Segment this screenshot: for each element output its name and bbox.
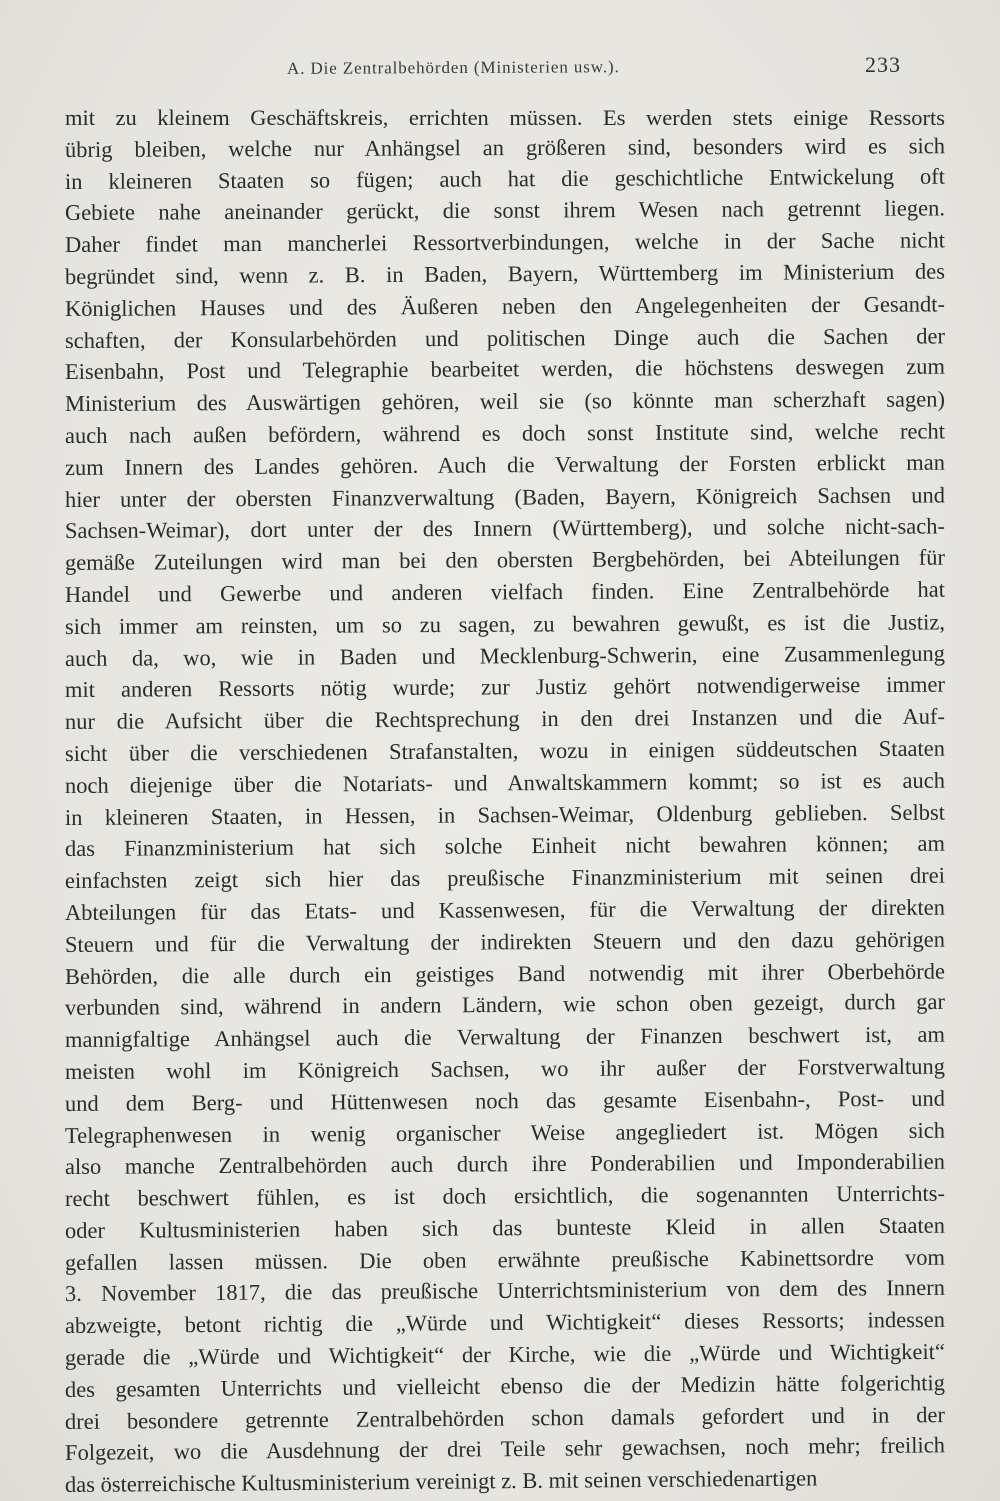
- text-line: Gebiete nahe aneinander gerückt, die sonst ihrem Wesen nach getrennt liegen.: [64, 195, 946, 226]
- text-line: nur die Aufsicht über die Rechtsprechung in den drei Instanzen und die Auf-: [64, 703, 946, 735]
- text-line: also manche Zentralbehörden auch durch ihre Ponderabilien und Imponderabilien: [64, 1148, 946, 1180]
- text-line: 3. November 1817, die das preußische Unterrichtsministerium von dem des Innern: [64, 1275, 946, 1307]
- text-line: gemäße Zuteilungen wird man bei den obersten Bergbehörden, bei Abteilungen für: [64, 544, 946, 576]
- text-line: Eisenbahn, Post und Telegraphie bearbeitet werden, die höchstens deswegen zum: [64, 353, 946, 385]
- text-line: übrig bleiben, welche nur Anhängsel an größeren sind, besonders wird es sich: [64, 132, 946, 162]
- text-line: hier unter der obersten Finanzverwaltung (Baden, Bayern, Königreich Sachsen und: [64, 481, 946, 512]
- text-line: Ministerium des Auswärtigen gehören, weil sie (so könnte man scherzhaft sagen): [64, 386, 946, 417]
- text-line: mit anderen Ressorts nötig wurde; zur Justiz gehört notwendigerweise immer: [64, 671, 946, 703]
- text-line: Behörden, die alle durch ein geistiges Band notwendig mit ihrer Oberbehörde: [64, 958, 946, 989]
- text-line: mannigfaltige Anhängsel auch die Verwaltung der Finanzen beschwert ist, am: [64, 1021, 946, 1053]
- text-line: oder Kultusministerien haben sich das bunteste Kleid in allen Staaten: [64, 1212, 946, 1243]
- text-line: mit zu kleinem Geschäftskreis, errichten müssen. Es werden stets einige Ressorts: [65, 105, 945, 130]
- text-line: gerade die „Würde und Wichtigkeit“ der Kirche, wie die „Würde und Wichtigkeit“: [64, 1338, 946, 1371]
- text-line: sicht über die verschiedenen Strafanstalten, wozu in einigen süddeutschen Staaten: [64, 735, 946, 766]
- text-line: Telegraphenwesen in wenig organischer Weise angegliedert ist. Mögen sich: [64, 1117, 946, 1148]
- text-line: Steuern und für die Verwaltung der indirekten Steuern und den dazu gehörigen: [64, 926, 946, 957]
- text-line: noch diejenige über die Notariats- und Anwaltskammern kommt; so ist es auch: [64, 767, 946, 798]
- text-line: Handel und Gewerbe und anderen vielfach finden. Eine Zentralbehörde hat: [64, 576, 946, 607]
- text-line: in kleineren Staaten so fügen; auch hat die geschichtliche Entwickelung oft: [64, 163, 946, 194]
- text-line: das österreichische Kultusministerium vereinigt z. B. mit seinen verschiedenartigen: [64, 1465, 818, 1498]
- page-number: 233: [865, 52, 901, 77]
- text-line: begründet sind, wenn z. B. in Baden, Bayern, Württemberg im Ministerium des: [64, 258, 946, 289]
- text-line: abzweigte, betont richtig die „Würde und Wichtigkeit“ dieses Ressorts; indessen: [64, 1307, 946, 1339]
- text-line: einfachsten zeigt sich hier das preußische Finanzministerium mit seinen drei: [64, 862, 946, 894]
- text-line: Sachsen-Weimar), dort unter der des Innern (Württemberg), und solche nicht-sach-: [64, 513, 946, 544]
- text-line: sich immer am reinsten, um so zu sagen, zu bewahren gewußt, es ist die Justiz,: [64, 609, 946, 639]
- text-line: Folgezeit, wo die Ausdehnung der drei Teile sehr gewachsen, noch mehr; freilich: [64, 1432, 946, 1466]
- text-line: des gesamten Unterrichts und vielleicht ebenso die der Medizin hätte folgerichtig: [64, 1369, 946, 1402]
- text-line: schaften, der Konsularbehörden und politischen Dinge auch die Sachen der: [64, 322, 946, 353]
- text-line: meisten wohl im Königreich Sachsen, wo ihr außer der Forstverwaltung: [64, 1053, 946, 1084]
- text-line: das Finanzministerium hat sich solche Einheit nicht bewahren können; am: [64, 830, 946, 862]
- text-line: Abteilungen für das Etats- und Kassenwesen, für die Verwaltung der direkten: [64, 894, 946, 925]
- text-line: zum Innern des Landes gehören. Auch die Verwaltung der Forsten erblickt man: [64, 449, 946, 480]
- text-line: gefallen lassen müssen. Die oben erwähnte preußische Kabinettsordre vom: [64, 1244, 946, 1275]
- text-line: recht beschwert fühlen, es ist doch ersichtlich, die sogenannten Unterrichts-: [64, 1180, 946, 1212]
- text-line: Königlichen Hauses und des Äußeren neben den Angelegenheiten der Gesandt-: [64, 291, 946, 321]
- body-text: [65, 102, 945, 1501]
- text-line: in kleineren Staaten, in Hessen, in Sachsen-Weimar, Oldenburg geblieben. Selbst: [64, 799, 946, 830]
- text-line: auch nach außen befördern, während es doch sonst Institute sind, welche recht: [64, 418, 946, 448]
- running-head: [0, 52, 1000, 82]
- running-title: A. Die Zentralbehörden (Ministerien usw.).: [286, 57, 620, 78]
- text-line: drei besondere getrennte Zentralbehörden schon damals gefordert und in der: [64, 1401, 946, 1434]
- text-line: verbunden sind, während in andern Ländern, wie schon oben gezeigt, durch gar: [64, 989, 946, 1021]
- text-line: und dem Berg- und Hüttenwesen noch das gesamte Eisenbahn-, Post- und: [64, 1085, 946, 1116]
- text-line: Daher findet man mancherlei Ressortverbindungen, welche in der Sache nicht: [64, 227, 946, 258]
- text-line: auch da, wo, wie in Baden und Mecklenburg-Schwerin, eine Zusammenlegung: [64, 640, 946, 671]
